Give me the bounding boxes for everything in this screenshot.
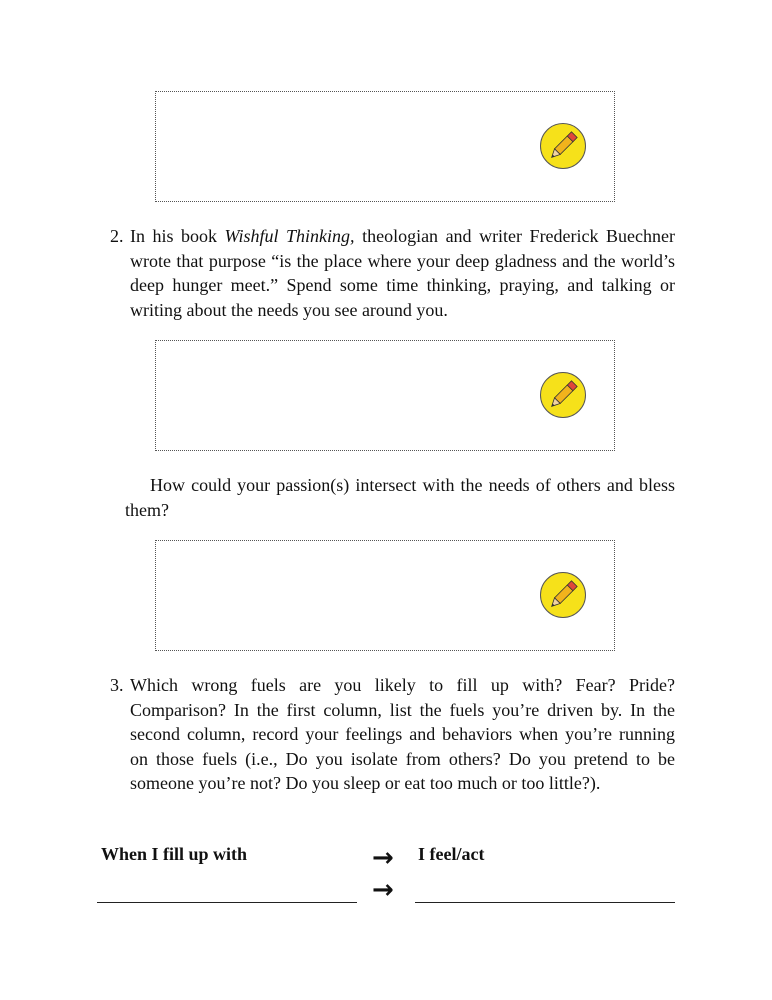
question-text: In his book Wishful Thinking, theologian and writer Frederick Buechner wrote that purpose “is the place where your deep gladness and the world’s deep hunger meet.” Spend some time thinking, praying, and talking or writing about the needs you see around you. xyxy=(130,226,675,320)
pencil-icon xyxy=(539,571,587,619)
column-header-feel: I feel/act xyxy=(418,844,485,864)
answer-box-1[interactable] xyxy=(155,91,615,202)
answer-box-2[interactable] xyxy=(155,340,615,451)
arrow-icon: → xyxy=(372,875,394,905)
column-header-fill: When I fill up with xyxy=(101,844,248,864)
followup-question: How could your passion(s) intersect with the needs of others and bless them? xyxy=(125,475,675,520)
question-3 xyxy=(110,673,675,796)
feeling-answer-line[interactable] xyxy=(415,902,675,903)
question-text: Which wrong fuels are you likely to fill up with? Fear? Pride? Comparison? In the first column, list the fuels you’re driven by. In the second column, record your feelings and behaviors when you’re running on those fuels (i.e., Do you isolate from others? Do you pretend to be someone you’re not? Do you sleep or eat too much or too little?). xyxy=(130,675,675,793)
question-number: 3. xyxy=(110,675,124,695)
answer-box-3[interactable] xyxy=(155,540,615,651)
fuel-answer-line[interactable] xyxy=(97,902,357,903)
arrow-icon: → xyxy=(372,843,394,873)
pencil-icon xyxy=(539,122,587,170)
pencil-icon xyxy=(539,371,587,419)
book-title: Wishful Thinking, xyxy=(224,226,355,246)
question-2 xyxy=(110,224,675,322)
question-number: 2. xyxy=(110,226,124,246)
